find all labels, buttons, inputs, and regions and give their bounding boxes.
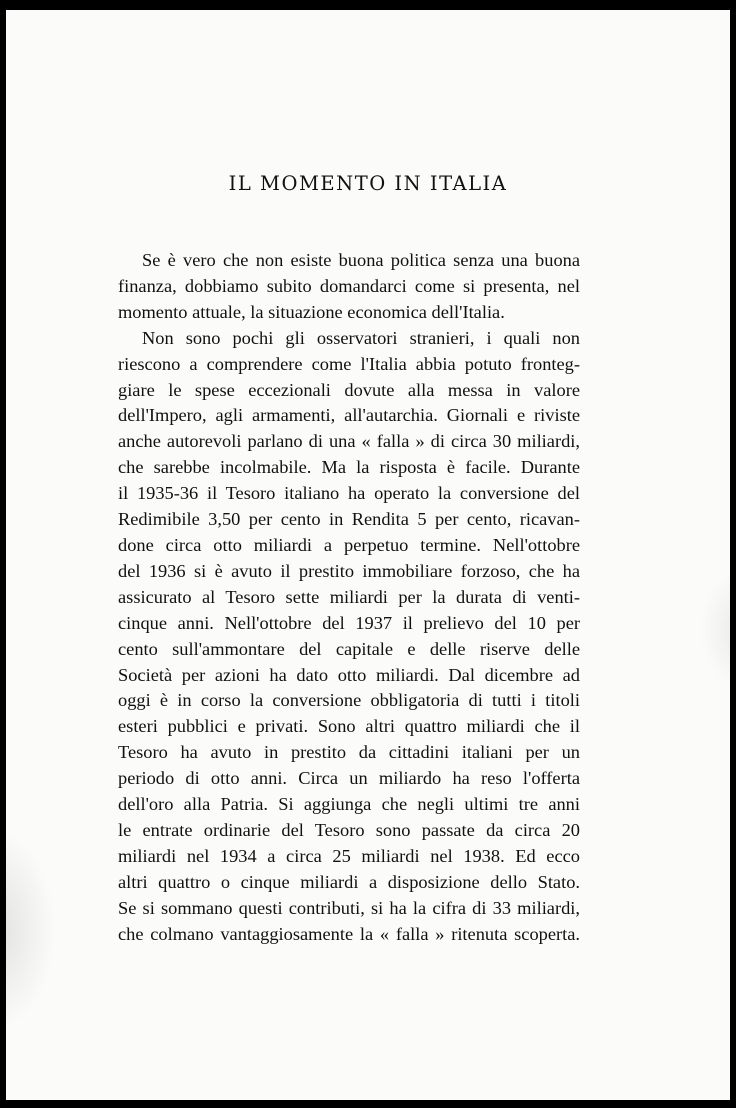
text-line: cento sull'ammontare del capitale e delle riserve delle: [118, 638, 580, 659]
text-line: del 1936 si è avuto il prestito immobiliare forzoso, che ha: [118, 560, 580, 581]
text-line: Se si sommano questi contributi, si ha la cifra di 33 miliardi,: [118, 897, 580, 918]
text-line: altri quattro o cinque miliardi a disposizione dello Stato.: [118, 871, 580, 892]
text-line: dell'oro alla Patria. Si aggiunga che negli ultimi tre anni: [118, 794, 580, 815]
text-line: riescono a comprendere come l'Italia abbia potuto fronteg-: [118, 353, 580, 374]
text-line: esteri pubblici e privati. Sono altri quattro miliardi che il: [118, 716, 580, 737]
body-text: [118, 248, 580, 947]
paragraph-1: [118, 248, 580, 326]
text-line: anche autorevoli parlano di una « falla » di circa 30 miliardi,: [118, 431, 580, 452]
text-line: cinque anni. Nell'ottobre del 1937 il prelievo del 10 per: [118, 612, 580, 633]
text-line: assicurato al Tesoro sette miliardi per la durata di venti-: [118, 586, 580, 607]
text-line: Redimibile 3,50 per cento in Rendita 5 per cento, ricavan-: [118, 509, 580, 530]
text-line: done circa otto miliardi a perpetuo termine. Nell'ottobre: [118, 534, 580, 555]
text-line: che colmano vantaggiosamente la « falla » ritenuta scoperta.: [118, 923, 580, 944]
text-line: Non sono pochi gli osservatori stranieri, i quali non: [142, 327, 580, 348]
text-line: finanza, dobbiamo subito domandarci come si presenta, nel: [118, 275, 580, 296]
text-line: il 1935-36 il Tesoro italiano ha operato la conversione del: [118, 483, 580, 504]
page-stain-right: [700, 570, 730, 690]
text-line: periodo di otto anni. Circa un miliardo ha reso l'offerta: [118, 768, 580, 789]
text-line: Società per azioni ha dato otto miliardi. Dal dicembre ad: [118, 664, 580, 685]
document-page: [6, 10, 730, 1100]
text-line: Tesoro ha avuto in prestito da cittadini italiani per un: [118, 742, 580, 763]
text-line: oggi è in corso la conversione obbligatoria di tutti i titoli: [118, 690, 580, 711]
text-line: le entrate ordinarie del Tesoro sono passate da circa 20: [118, 819, 580, 840]
paragraph-2: [118, 326, 580, 948]
page-title: IL MOMENTO IN ITALIA: [228, 172, 508, 195]
page-stain: [6, 830, 56, 1030]
text-line: momento attuale, la situazione economica dell'Italia.: [118, 301, 505, 322]
text-line: miliardi nel 1934 a circa 25 miliardi nel 1938. Ed ecco: [118, 845, 580, 866]
text-line: Se è vero che non esiste buona politica senza una buona: [142, 250, 580, 270]
text-line: che sarebbe incolmabile. Ma la risposta è facile. Durante: [118, 457, 580, 478]
text-line: dell'Impero, agli armamenti, all'autarchia. Giornali e riviste: [118, 405, 580, 426]
text-line: giare le spese eccezionali dovute alla messa in valore: [118, 379, 580, 400]
